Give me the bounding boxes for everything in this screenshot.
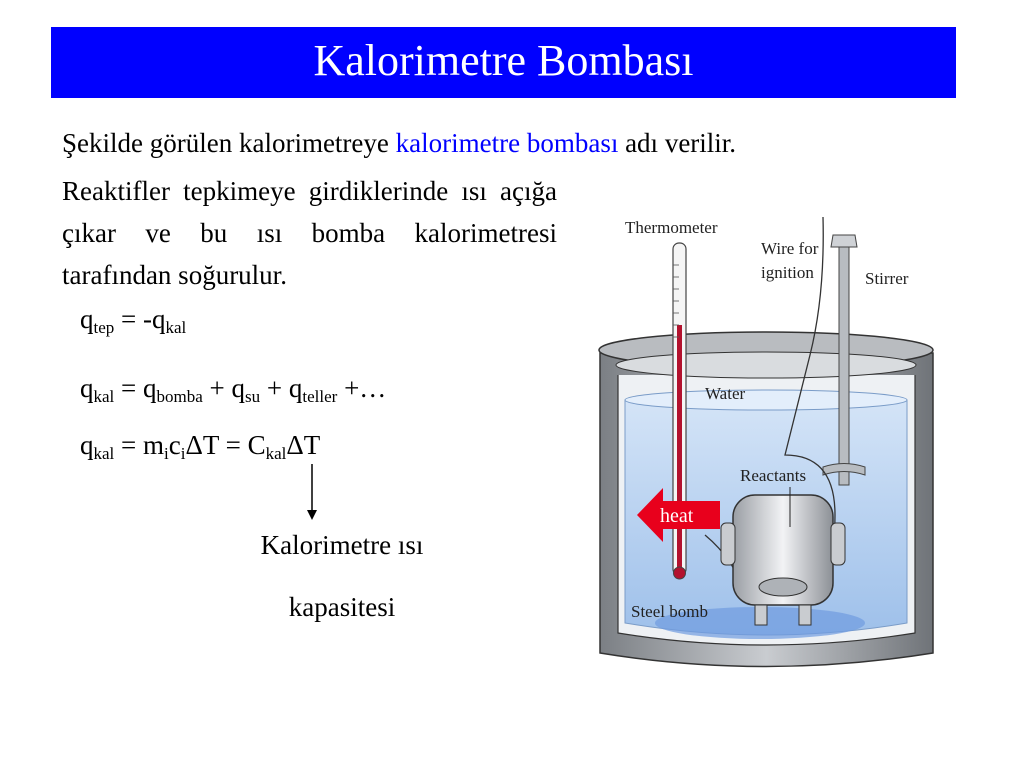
equation-2: $q_{kal} = q_{bomba} + q_{su} + q_{teller}$ +… (80, 373, 387, 406)
page-title: Kalorimetre Bombası (313, 36, 694, 85)
label-wire-2: ignition (761, 263, 814, 282)
caption-line-2: kapasitesi (288, 592, 396, 622)
label-steel-bomb: Steel bomb (631, 602, 708, 621)
label-thermometer: Thermometer (625, 218, 718, 237)
intro-sentence (62, 128, 736, 159)
down-arrow-icon (300, 462, 324, 522)
label-stirrer: Stirrer (865, 269, 909, 288)
bomb-calorimeter-diagram (585, 205, 945, 675)
title-bar (51, 27, 956, 98)
description-paragraph: Reaktifler tepkimeye girdiklerinde ısı açığa çıkar ve bu ısı bomba kalorimetresi tarafından soğurulur. (62, 176, 557, 290)
label-wire-1: Wire for (761, 239, 819, 258)
intro-before: Şekilde görülen kalorimetreye (62, 128, 396, 158)
intro-after: adı verilir. (618, 128, 737, 158)
label-water: Water (705, 384, 746, 403)
equation-3: $q_{kal} = m_ic_i\Delta T = C_{kal}\Delta T$ (80, 430, 321, 463)
intro-highlight: kalorimetre bombası (395, 128, 619, 158)
label-reactants: Reactants (740, 466, 807, 485)
caption-line-1: Kalorimetre ısı (260, 530, 424, 560)
equation-1: $q_{tep} = -q_{kal}$ (80, 304, 187, 337)
label-heat: heat (660, 505, 694, 527)
